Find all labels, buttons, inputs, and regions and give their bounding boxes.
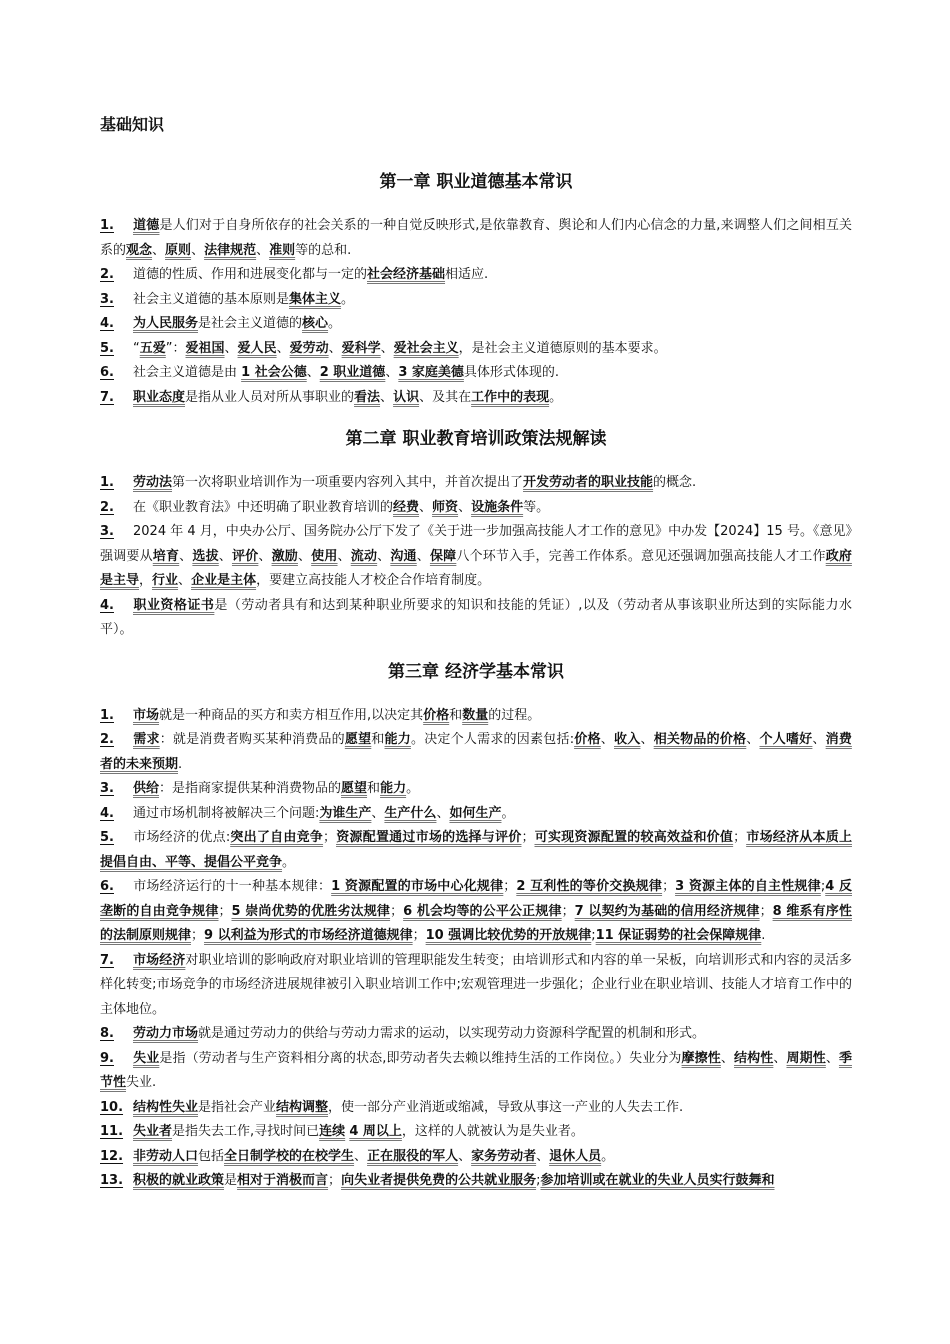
- key-term: 爱科学: [341, 340, 381, 356]
- list-item: [100, 496, 852, 521]
- key-term: 资源配置通过市场的选择与评价: [336, 830, 522, 845]
- item-text: 在《职业教育法》中还明确了职业教育培训的: [133, 499, 394, 515]
- item-text: 、: [458, 1148, 472, 1164]
- item-text: 和: [371, 732, 385, 747]
- item-text: 、: [380, 340, 394, 356]
- key-term: 7 以契约为基础的信用经济规律: [574, 903, 760, 919]
- key-term: 政府是主导: [100, 548, 852, 588]
- key-term: 流动: [350, 548, 378, 564]
- item-text: 是指从业人员对所从事职业的: [185, 389, 355, 405]
- item-text: 。: [549, 389, 563, 405]
- item-text: 等。: [523, 499, 550, 515]
- item-number: 4.: [100, 316, 114, 331]
- list-item: [100, 471, 852, 496]
- item-text: ；: [521, 830, 535, 845]
- list-item: [100, 1169, 852, 1194]
- item-number: 1.: [100, 475, 114, 490]
- item-text: ，使一部分产业消逝或缩减，导致从事这一产业的人失去工作.: [328, 1099, 684, 1115]
- item-text: ;: [591, 928, 596, 943]
- key-term: 经费: [393, 499, 420, 515]
- key-term: 结构性失业: [133, 1099, 199, 1115]
- item-text: 就是一种商品的买方和卖方相互作用,以决定其: [159, 707, 424, 723]
- item-text: 是（劳动者具有和达到某种职业所要求的知识和技能的凭证）,以及（劳动者从事该职业所达到的实际能力水平）。: [100, 597, 852, 637]
- key-term: 劳动法: [133, 475, 173, 490]
- document-body: [100, 167, 852, 1194]
- item-text: 。: [406, 781, 420, 796]
- item-number: 3.: [100, 291, 114, 307]
- item-number: 5.: [100, 830, 114, 845]
- key-term: 3 资源主体的自主性规律: [675, 879, 821, 894]
- item-number: 3.: [100, 781, 114, 796]
- key-term: 全日制学校的在校学生: [224, 1148, 355, 1164]
- list-item: [100, 594, 852, 643]
- list-item: [100, 875, 852, 949]
- list-item: [100, 520, 852, 594]
- item-number: 7.: [100, 389, 114, 405]
- item-text: 2024 年 4 月，中央办公厅、国务院办公厅下发了《关于进一步加强高技能人才工作的意见》中办发【2024】15 号。《意见》强调要从: [100, 524, 852, 564]
- item-text: ；: [412, 928, 426, 943]
- key-term: 突出了自由竞争: [230, 830, 324, 845]
- item-text: 。: [501, 805, 515, 821]
- item-number: 6.: [100, 365, 114, 380]
- key-term: 非劳动人口: [133, 1148, 199, 1164]
- key-term: 劳动力市场: [133, 1026, 199, 1041]
- key-term: 连续: [319, 1124, 346, 1139]
- chapter-title: 第一章 职业道德基本常识: [379, 172, 573, 192]
- item-text: 、: [371, 805, 385, 821]
- item-text: 、: [354, 1148, 368, 1164]
- item-text: ；: [191, 928, 205, 943]
- item-text: ，: [139, 573, 153, 588]
- key-term: 1 资源配置的市场中心化规律: [331, 879, 504, 894]
- item-number: 7.: [100, 952, 114, 968]
- item-text: .: [761, 928, 766, 943]
- key-term: 摩擦性: [681, 1050, 721, 1066]
- key-term: 愿望: [344, 732, 372, 747]
- item-text: 、: [218, 548, 232, 564]
- item-text: 。: [328, 316, 342, 331]
- item-text: 、: [640, 732, 654, 747]
- key-term: 看法: [354, 389, 381, 405]
- key-term: 3 家庭美德: [398, 365, 464, 380]
- item-number: 1.: [100, 707, 114, 723]
- key-term: 道德: [133, 218, 160, 233]
- list-item: [100, 337, 852, 362]
- list-item: [100, 214, 852, 263]
- key-term: 市场: [133, 707, 160, 723]
- list-item: [100, 1145, 852, 1170]
- list-item: [100, 1047, 852, 1096]
- key-term: 正在服役的军人: [367, 1148, 459, 1164]
- key-term: 失业: [133, 1050, 160, 1066]
- item-text: ;: [820, 879, 826, 894]
- key-term: 结构性: [734, 1050, 774, 1066]
- item-text: 是人们对于自身所依存的社会关系的一种自觉反映形式,是依靠教育、舆论和人们内心信念的力量,来调整人们之间相互关系的: [100, 218, 852, 258]
- key-term: 家务劳动者: [471, 1148, 537, 1164]
- key-term: 沟通: [390, 548, 417, 564]
- item-text: 是指失去工作,寻找时间已: [172, 1124, 320, 1139]
- list-item: [100, 777, 852, 802]
- item-text: 对职业培训的影响政府对职业培训的管理职能发生转变；由培训形式和内容的单一呆板，向培训形式和内容的灵活多样化转变;市场竞争的市场经济进展规律被引入职业培训工作中;宏观管理进一步强化；企业行业在职业培训、技能人才培育工作中的主体地位。: [100, 952, 852, 1017]
- item-text: 八个环节入手，完善工作体系。意见还强调加强高技能人才工作: [456, 548, 826, 564]
- list-item: [100, 826, 852, 875]
- key-term: 向失业者提供免费的公共就业服务: [341, 1173, 537, 1188]
- item-text: 是社会主义道德的: [198, 316, 303, 331]
- key-term: 退休人员: [549, 1148, 602, 1164]
- item-number: 5.: [100, 340, 114, 356]
- item-text: 第一次将职业培训作为一项重要内容列入其中，并首次提出了: [172, 475, 524, 490]
- key-term: 相对于消极而言: [237, 1173, 329, 1188]
- item-text: 、: [337, 548, 351, 564]
- key-term: 保障: [429, 548, 457, 564]
- item-text: .: [178, 756, 183, 772]
- chapter-item-list: [100, 214, 852, 410]
- item-text: 和: [449, 707, 463, 723]
- list-item: [100, 728, 852, 777]
- item-text: 市场经济的优点:: [133, 830, 231, 845]
- item-text: 、: [276, 340, 290, 356]
- key-term: 为谁生产: [319, 805, 372, 821]
- key-term: 爱人民: [237, 340, 277, 356]
- item-text: ，这样的人就被认为是失业者。: [401, 1124, 584, 1139]
- item-number: 13.: [100, 1173, 124, 1188]
- item-text: 包括: [198, 1148, 225, 1164]
- item-number: 6.: [100, 879, 114, 894]
- key-term: 生产什么: [384, 805, 437, 821]
- key-term: 评价: [231, 548, 259, 564]
- item-number: 2.: [100, 499, 114, 515]
- item-text: 、: [297, 548, 312, 564]
- item-text: ；: [662, 879, 676, 894]
- item-text: ，要建立高技能人才校企合作培育制度。: [256, 573, 491, 588]
- key-term: 可实现资源配置的较高效益和价值: [534, 830, 734, 845]
- key-term: 使用: [311, 548, 338, 564]
- item-text: 、: [419, 499, 433, 515]
- key-term: 爱祖国: [185, 340, 225, 356]
- item-text: 的过程。: [488, 707, 541, 723]
- item-text: 、: [191, 242, 205, 258]
- item-text: ；: [390, 903, 404, 919]
- item-number: 8.: [100, 1026, 114, 1041]
- item-text: ：就是消费者购买某种消费品的: [159, 732, 345, 747]
- item-text: 的概念.: [653, 475, 697, 490]
- item-text: 具体形式体现的.: [463, 365, 560, 380]
- key-term: 9 以利益为形式的市场经济道德规律: [204, 928, 413, 943]
- key-term: 11 保证弱势的社会保障规律: [595, 928, 762, 943]
- chapter-title: 第三章 经济学基本常识: [388, 661, 564, 682]
- key-term: 行业: [152, 573, 179, 588]
- key-term: 开发劳动者的职业技能: [523, 475, 654, 490]
- item-text: 、: [600, 732, 614, 747]
- document-title: 基础知识: [100, 115, 165, 134]
- key-term: 市场经济: [133, 952, 186, 968]
- key-term: 法律规范: [204, 242, 257, 258]
- key-term: 师资: [432, 499, 459, 515]
- item-text: ，是社会主义道德原则的基本要求。: [458, 340, 667, 356]
- key-term: 五爱: [139, 340, 166, 356]
- item-text: 、: [258, 548, 272, 564]
- item-text: 、: [773, 1050, 787, 1066]
- item-text: ；: [323, 830, 337, 845]
- item-text: ；: [328, 1173, 342, 1188]
- item-text: 道德的性质、作用和进展变化都与一定的: [133, 267, 368, 282]
- item-text: 。: [341, 291, 355, 307]
- item-text: ：是指商家提供某种消费物品的: [159, 781, 342, 796]
- list-item: [100, 386, 852, 411]
- item-text: 是: [224, 1173, 238, 1188]
- item-number: 11.: [100, 1124, 124, 1139]
- item-text: 通过市场机制将被解决三个问题:: [133, 805, 320, 821]
- key-term: 2 职业道德: [319, 365, 386, 380]
- item-text: 、: [385, 365, 399, 380]
- item-number: 3.: [100, 524, 114, 539]
- key-term: 价格: [574, 732, 601, 747]
- key-term: 爱劳动: [289, 340, 329, 356]
- key-term: 工作中的表现: [471, 389, 550, 405]
- key-term: 8 维系有序性的法制原则规律: [100, 903, 852, 943]
- key-term: 培育: [152, 548, 180, 564]
- key-term: 4 反垄断的自由竞争规律: [100, 879, 852, 919]
- list-item: [100, 1120, 852, 1145]
- key-term: 结构调整: [276, 1099, 329, 1115]
- item-text: 。: [601, 1148, 615, 1164]
- key-term: 价格: [423, 707, 450, 723]
- key-term: 积极的就业政策: [133, 1173, 225, 1188]
- list-item: [100, 312, 852, 337]
- key-term: 准则: [269, 242, 296, 258]
- item-text: 是指（劳动者与生产资料相分离的状态,即劳动者失去赖以维持生活的工作岗位。）失业分为: [159, 1050, 682, 1066]
- chapter-title: 第二章 职业教育培训政策法规解读: [345, 429, 607, 449]
- item-text: 、: [380, 389, 394, 405]
- chapter-item-list: [100, 471, 852, 643]
- item-number: 4.: [100, 805, 114, 821]
- key-term: 核心: [302, 316, 329, 331]
- item-text: 、: [812, 732, 826, 747]
- key-term: 周期性: [786, 1050, 826, 1066]
- key-term: 相关物品的价格: [653, 732, 747, 747]
- item-number: 10.: [100, 1099, 124, 1115]
- item-number: 12.: [100, 1148, 124, 1164]
- key-term: 消费者的未来预期: [100, 732, 852, 772]
- item-text: 和: [367, 781, 381, 796]
- key-term: 职业资格证书: [133, 597, 215, 613]
- item-text: 、: [746, 732, 760, 747]
- item-text: ;: [536, 1173, 541, 1188]
- key-term: 供给: [133, 781, 160, 796]
- item-text: 、: [536, 1148, 550, 1164]
- item-text: 、: [377, 548, 391, 564]
- list-item: [100, 288, 852, 313]
- item-text: 、: [436, 805, 450, 821]
- key-term: 参加培训或在就业的失业人员实行鼓舞和: [540, 1173, 775, 1188]
- key-term: 季节性: [100, 1050, 852, 1090]
- list-item: [100, 1096, 852, 1121]
- item-text: ；: [218, 903, 232, 919]
- item-number: 1.: [100, 218, 114, 233]
- key-term: 市场经济从本质上提倡自由、平等、提倡公平竞争: [100, 830, 852, 870]
- item-number: 2.: [100, 267, 114, 282]
- key-term: 数量: [462, 707, 489, 723]
- key-term: 企业是主体: [191, 573, 257, 588]
- item-text: 、: [825, 1050, 839, 1066]
- item-text: 就是通过劳动力的供给与劳动力需求的运动，以实现劳动力资源科学配置的机制和形式。: [198, 1026, 706, 1041]
- item-number: 2.: [100, 732, 114, 747]
- key-term: 能力: [384, 732, 411, 747]
- item-text: 、: [256, 242, 270, 258]
- list-item: [100, 802, 852, 827]
- item-text: 、: [328, 340, 342, 356]
- key-term: 认识: [393, 389, 420, 405]
- list-item: [100, 949, 852, 1023]
- list-item: [100, 361, 852, 386]
- item-text: ；: [561, 903, 575, 919]
- item-text: 。决定个人需求的因素包括:: [410, 732, 575, 747]
- key-term: 社会经济基础: [367, 267, 446, 282]
- item-text: 。: [282, 854, 296, 870]
- chapter-item-list: [100, 704, 852, 1194]
- key-term: 失业者: [133, 1124, 173, 1139]
- item-text: 、: [224, 340, 238, 356]
- key-term: 设施条件: [471, 499, 524, 515]
- item-text: ；: [503, 879, 517, 894]
- item-text: 相适应.: [445, 267, 489, 282]
- item-text: 是指社会产业: [198, 1099, 277, 1115]
- key-term: 4 周以上: [349, 1124, 402, 1139]
- item-text: ；: [759, 903, 773, 919]
- item-text: 社会主义道德是由: [133, 365, 242, 380]
- key-term: 选拔: [192, 548, 219, 564]
- item-text: 等的总和.: [295, 242, 352, 258]
- item-text: 、: [416, 548, 430, 564]
- key-term: 集体主义: [289, 291, 342, 307]
- item-text: 失业.: [126, 1075, 157, 1090]
- item-text: ”：: [165, 340, 186, 356]
- item-text: 、: [152, 242, 166, 258]
- list-item: [100, 704, 852, 729]
- item-text: 、: [306, 365, 320, 380]
- key-term: 如何生产: [449, 805, 502, 821]
- key-term: 需求: [133, 732, 160, 747]
- item-number: 4.: [100, 597, 114, 613]
- key-term: 能力: [380, 781, 407, 796]
- key-term: 1 社会公德: [241, 365, 307, 380]
- key-term: 为人民服务: [133, 316, 199, 331]
- item-text: 、: [178, 573, 192, 588]
- key-term: 原则: [165, 242, 192, 258]
- item-text: 社会主义道德的基本原则是: [133, 291, 290, 307]
- list-item: [100, 263, 852, 288]
- key-term: 6 机会均等的公平公正规律: [403, 903, 562, 919]
- key-term: 观念: [126, 242, 153, 258]
- list-item: [100, 1022, 852, 1047]
- item-text: 市场经济运行的十一种基本规律：: [133, 879, 332, 894]
- key-term: 激励: [271, 548, 298, 564]
- item-text: 、: [458, 499, 472, 515]
- key-term: 爱社会主义: [393, 340, 459, 356]
- key-term: 职业态度: [133, 389, 186, 405]
- item-text: ；: [733, 830, 747, 845]
- key-term: 10 强调比较优势的开放规律: [425, 928, 592, 943]
- key-term: 5 崇尚优势的优胜劣汰规律: [231, 903, 391, 919]
- key-term: 2 互利性的等价交换规律: [516, 879, 663, 894]
- item-number: 9.: [100, 1050, 114, 1066]
- item-text: “: [133, 340, 140, 356]
- key-term: 个人嗜好: [759, 732, 813, 747]
- key-term: 收入: [614, 732, 641, 747]
- item-text: 、: [720, 1050, 735, 1066]
- item-text: 、及其在: [419, 389, 472, 405]
- item-text: 、: [179, 548, 193, 564]
- key-term: 愿望: [341, 781, 368, 796]
